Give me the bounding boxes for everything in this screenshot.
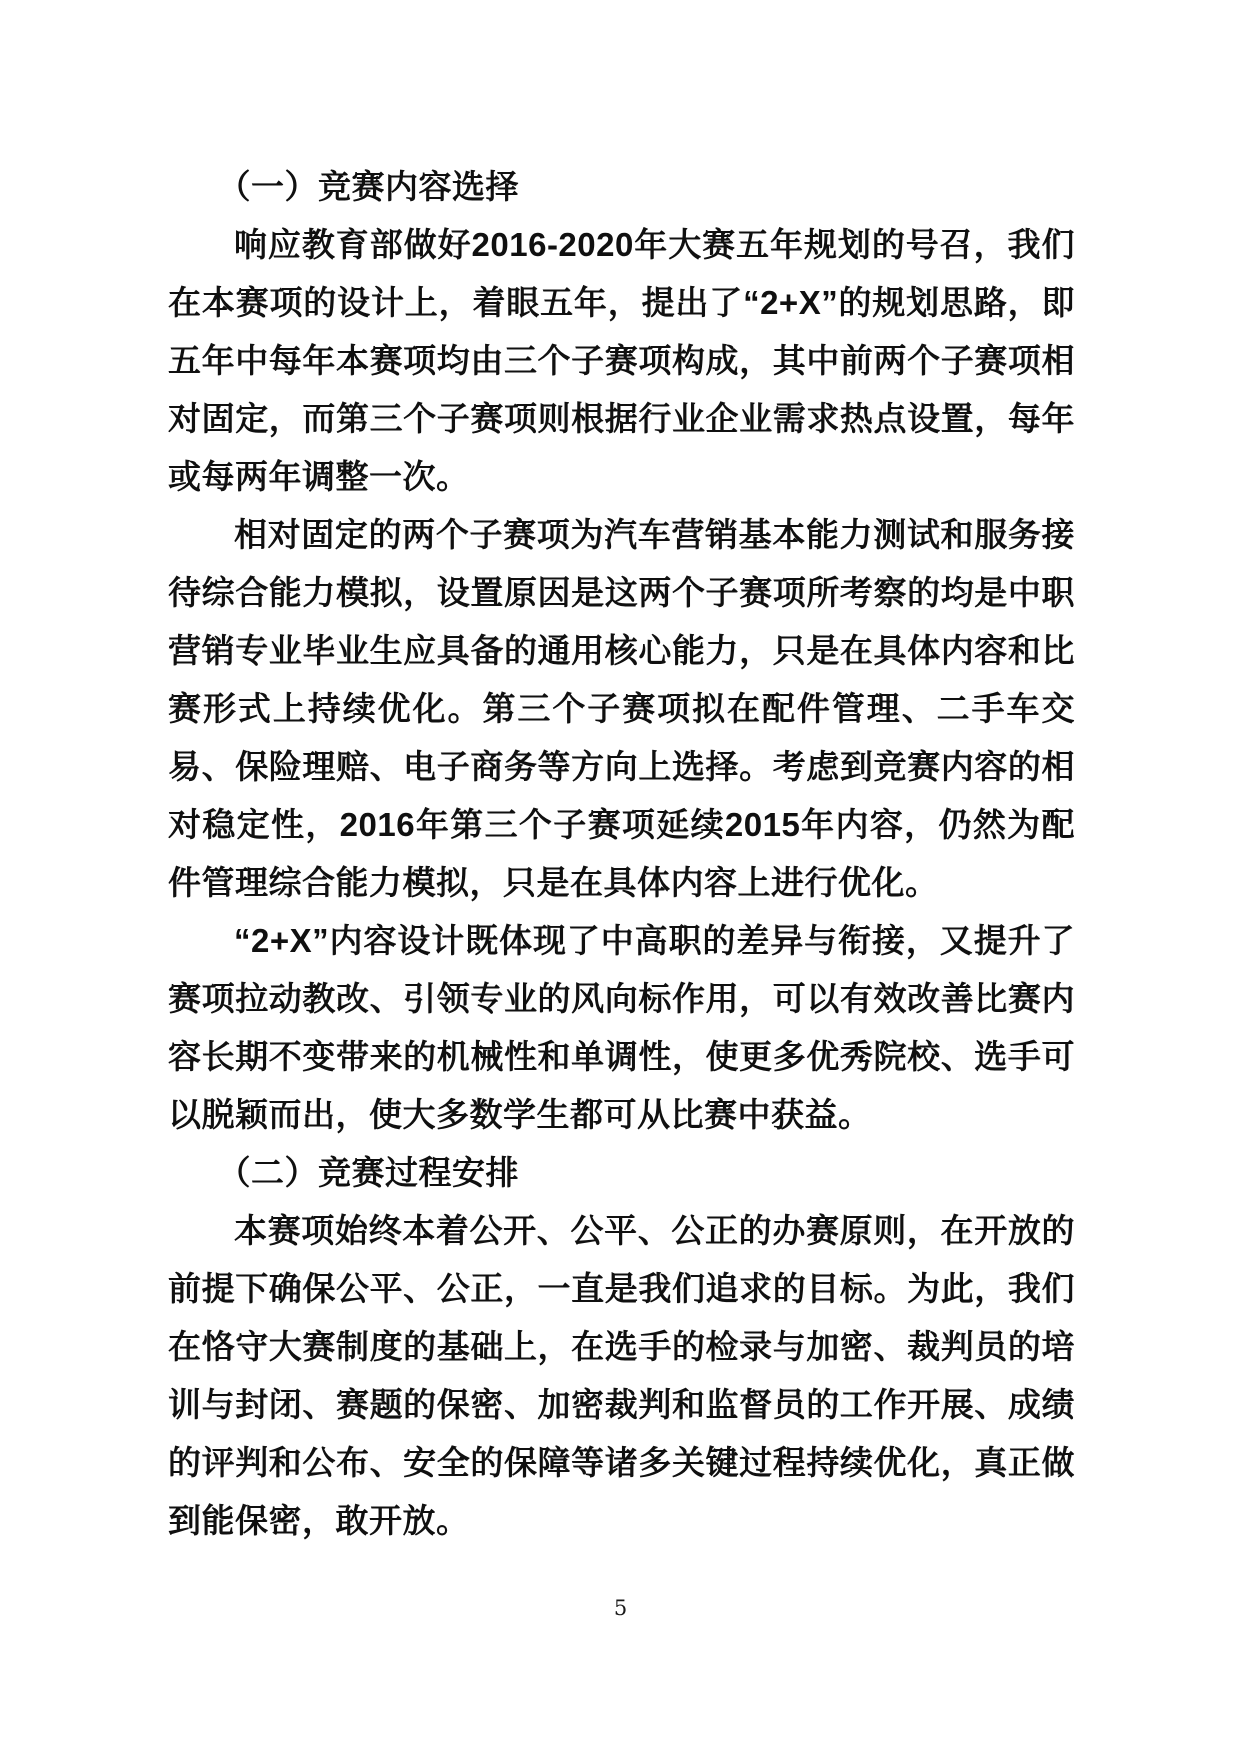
- section-heading-competition-content: （一）竞赛内容选择: [217, 168, 519, 205]
- paragraph-fixed-subevents: 相对固定的两个子赛项为汽车营销基本能力测试和服务接待综合能力模拟，设置原因是这两个子赛项所考察的均是中职营销专业毕业生应具备的通用核心能力，只是在具体内容和比赛形式上持续优化。第三个子赛项拟在配件管理、二手车交易、保险理赔、电子商务等方向上选择。考虑到竞赛内容的相对稳定性，2016年第三个子赛项延续2015年内容，仍然为配件管理综合能力模拟，只是在具体内容上进行优化。: [168, 516, 1075, 901]
- paragraph-2x-design-benefits: “2+X”内容设计既体现了中高职的差异与衔接，又提升了赛项拉动教改、引领专业的风向标作用，可以有效改善比赛内容长期不变带来的机械性和单调性，使更多优秀院校、选手可以脱颖而出，使大多数学生都可从比赛中获益。: [168, 922, 1075, 1133]
- section-heading-competition-process: （二）竞赛过程安排: [217, 1154, 519, 1191]
- paragraph-fairness-principles: 本赛项始终本着公开、公平、公正的办赛原则，在开放的前提下确保公平、公正，一直是我们追求的目标。为此，我们在恪守大赛制度的基础上，在选手的检录与加密、裁判员的培训与封闭、赛题的保密、加密裁判和监督员的工作开展、成绩的评判和公布、安全的保障等诸多关键过程持续优化，真正做到能保密，敢开放。: [168, 1212, 1075, 1539]
- page-number: 5: [613, 1596, 628, 1620]
- paragraph-planning-2x: 响应教育部做好2016-2020年大赛五年规划的号召，我们在本赛项的设计上，着眼五年，提出了“2+X”的规划思路，即五年中每年本赛项均由三个子赛项构成，其中前两个子赛项相对固定，而第三个子赛项则根据行业企业需求热点设置，每年或每两年调整一次。: [168, 226, 1075, 495]
- document-body: [168, 158, 1075, 1550]
